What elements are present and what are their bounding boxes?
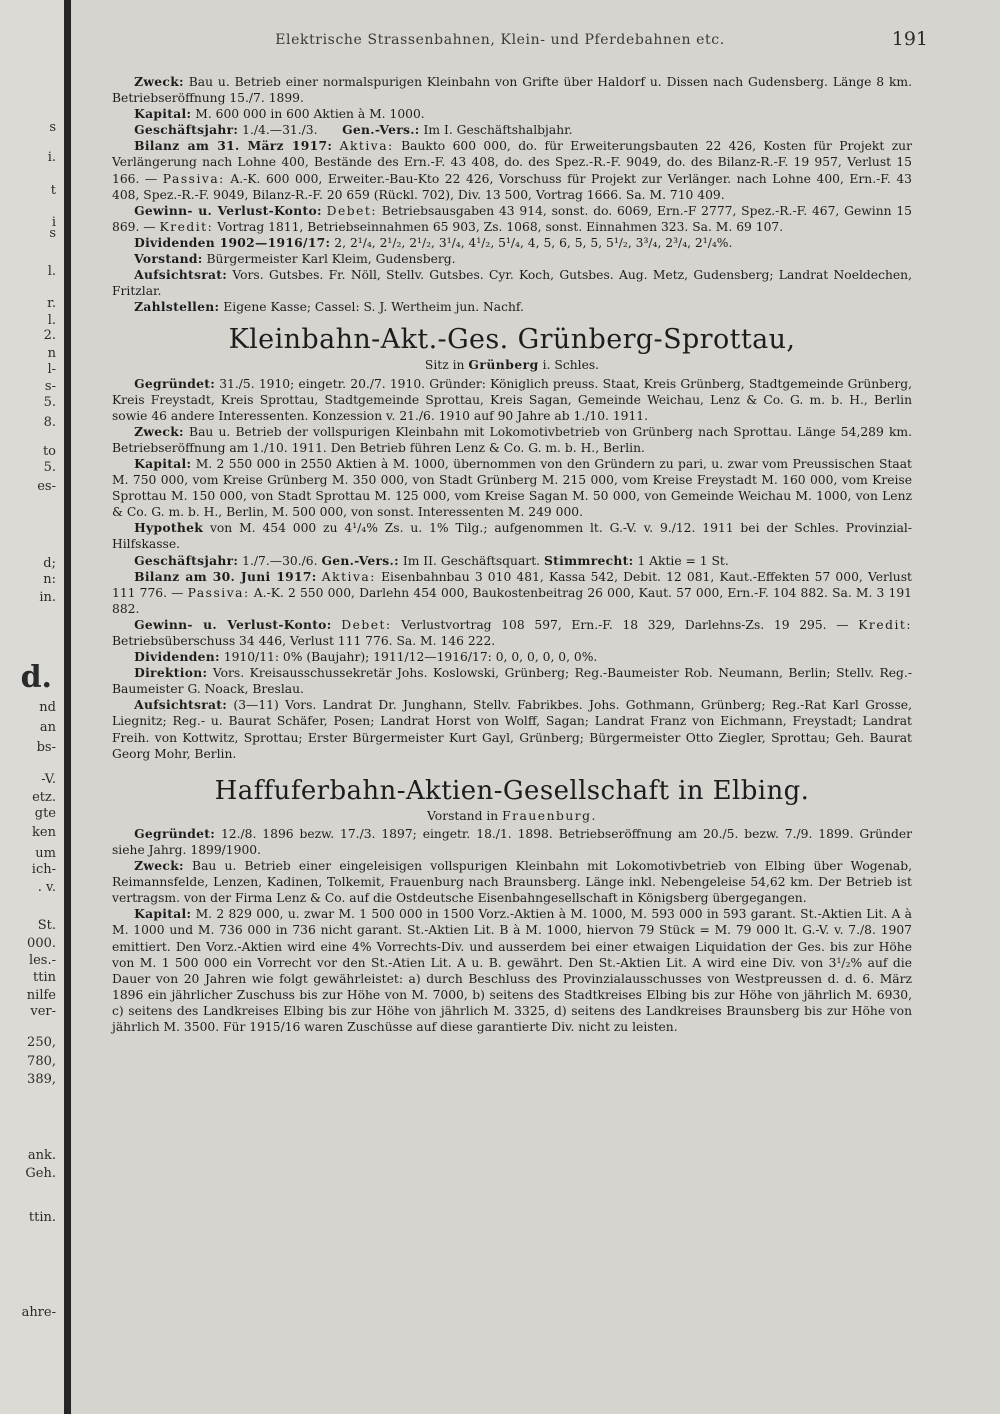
field-text: Verlustvortrag 108 597, Ern.-F. 18 329, Darlehns-Zs. 19 295. — — [401, 617, 849, 632]
field-text: M. 600 000 in 600 Aktien à M. 1000. — [195, 107, 425, 122]
running-head: Elektrische Strassenbahnen, Klein- und Pferdebahnen etc. — [275, 32, 725, 48]
field-text: 12./8. 1896 bezw. 17./3. 1897; eingetr. 18./1. 1898. Betriebseröffnung am 20./5. bezw. 7./9. 1899. Gründer siehe Jahrg. 1899/1900. — [112, 826, 912, 857]
entry-gegruendet — [112, 826, 912, 858]
prev-page-fragment: to — [42, 444, 56, 459]
field-label: Dividenden 1902—1916/17: — [134, 234, 331, 250]
prev-page-fragment: bs- — [36, 740, 56, 755]
company-title-haffuferbahn: Haffuferbahn-Aktien-Gesellschaft in Elbing. — [214, 775, 810, 806]
prev-page-fragment: les.- — [28, 953, 56, 968]
field-text: Betriebsausgaben 43 914, sonst. do. 6069, Ern.-F 2777, Spez.-R.-F. 467, Gewinn 15 869. — — [112, 203, 912, 234]
prev-page-fragment: n: — [43, 572, 56, 587]
prev-page-fragment: i. — [47, 150, 56, 165]
prev-page-fragment: n — [47, 346, 56, 361]
field-label: Geschäftsjahr: — [134, 552, 239, 568]
field-text: von M. 454 000 zu 4¹/₄% Zs. u. 1% Tilg.; aufgenommen lt. G.-V. v. 9./12. 1911 bei der Schles. Provinzial-Hilfskasse. — [112, 521, 912, 552]
field-text: M. 2 550 000 in 2550 Aktien à M. 1000, übernommen von den Gründern zu pari, u. zwar vom Preussischen Staat M. 750 000, vom Kreise Grünberg M. 350 000, von Stadt Grünberg M. 215 000, vom Kreise Freystadt M. 160 000, vom Kreise Sprottau M. 150 000, von Stadt Sprottau M. 125 000, vom Kreise Sagan M. 50 000, von Gemeinde Weichau M. 1000, von Lenz & Co. G. m. b. H., Berlin, M. 500 000, von sonst. Interessenten M. 249 000. — [112, 456, 912, 520]
prev-page-fragment: 5. — [43, 395, 56, 410]
prev-page-fragment: ver- — [30, 1004, 56, 1019]
prev-page-fragment: . v. — [37, 880, 56, 895]
field-label: Direktion: — [134, 665, 208, 681]
field-text: Bau u. Betrieb der vollspurigen Kleinbahn mit Lokomotivbetrieb von Grünberg nach Sprottau. Länge 54,289 km. Betriebseröffnung am 1./10. 1911. Den Betrieb führen Lenz & Co. G. m. b. H., Berlin. — [112, 424, 912, 455]
entry-kapital — [112, 906, 912, 1035]
page-number: 191 — [891, 28, 928, 50]
debet-label: Debet: — [326, 203, 377, 218]
prev-page-fragment: nilfe — [26, 988, 56, 1003]
field-label: Gewinn- u. Verlust-Konto: — [134, 202, 322, 218]
prev-page-fragment: um — [35, 846, 56, 861]
field-text: 1910/11: 0% (Baujahr); 1911/12—1916/17: 0, 0, 0, 0, 0, 0%. — [223, 650, 598, 665]
aktiva-label: Aktiva: — [321, 569, 376, 584]
prev-page-fragment: l. — [47, 313, 56, 328]
prev-page-fragment: l. — [47, 264, 56, 279]
seat-city: Grünberg — [468, 357, 539, 373]
field-label: Zweck: — [134, 74, 184, 89]
prev-page-fragment: etz. — [32, 790, 56, 805]
entry-kapital — [112, 106, 912, 122]
field-label: Bilanz am 31. März 1917: — [134, 138, 333, 154]
kredit-label: Kredit: — [858, 617, 912, 632]
kredit-label: Kredit: — [159, 219, 214, 234]
passiva-label: Passiva: — [187, 585, 250, 600]
entry-zweck — [112, 424, 912, 456]
field-label: Zahlstellen: — [134, 299, 220, 315]
prev-page-fragment: ich- — [31, 862, 56, 877]
entry-geschaeftsjahr — [112, 553, 912, 569]
field-text: 2, 2¹/₄, 2¹/₂, 2¹/₂, 3¹/₄, 4¹/₂, 5¹/₄, 4, 5, 6, 5, 5, 5¹/₂, 3³/₄, 2³/₄, 2¹/₄%. — [334, 235, 733, 250]
prev-page-fragment: St. — [37, 918, 56, 933]
field-label: Vorstand: — [134, 251, 203, 267]
prev-page-fragment: 2. — [43, 328, 56, 343]
entry-bilanz — [112, 569, 912, 617]
prev-page-fragment: 000. — [27, 936, 56, 951]
entry-kapital — [112, 456, 912, 520]
seat-suffix: i. Schles. — [542, 358, 600, 373]
debet-label: Debet: — [341, 617, 392, 632]
field-label: Aufsichtsrat: — [134, 267, 228, 283]
field-text: Bau u. Betrieb einer eingeleisigen vollspurigen Kleinbahn mit Lokomotivbetrieb von Elbing über Wogenab, Reimannsfelde, Lenzen, Kadinen, Tolkemit, Frauenburg nach Braunsberg. Länge inkl. Nebengeleise 54,62 km. Der Betrieb ist vertragsm. von der Firma Lenz & Co. auf die Ostdeutsche Eisenbahngesellschaft in Königsberg übergegangen. — [112, 859, 912, 906]
prev-page-fragment: gte — [34, 806, 56, 821]
field-text: M. 2 829 000, u. zwar M. 1 500 000 in 1500 Vorz.-Aktien à M. 1000, M. 593 000 in 593 garant. St.-Aktien Lit. A à M. 1000 und M. 736 000 in 736 nicht garant. St.-Aktien Lit. B à M. 1000, hiervon 79 Stück = M. 79 000 lt. G.-V. v. 7./8. 1907 emittiert. Den Vorz.-Aktien wird eine 4% Vorrechts-Div. und ausserdem bei einer etwaigen Liquidation der Ges. bis zur Höhe von M. 1 500 000 ein Vorrecht vor den St.-Atien Lit. A u. B. gewährt. Den St.-Aktien Lit. A wird eine Div. von 3¹/₂% auf die Dauer von 20 Jahren wie folgt gewährleistet: a) durch Beschluss des Provinzialausschusses von Westpreussen d. d. 6. März 1896 ein jährlicher Zuschuss bis zur Höhe von M. 7000, b) seitens des Stadtkreises Elbing bis zur Höhe von jährlich M. 6930, c) seitens des Landkreises Elbing bis zur Höhe von jährlich M. 3325, d) seitens des Landkreises Braunsberg bis zur Höhe von jährlich M. 3500. Für 1915/16 waren Zuschüsse auf diese garantierte Div. nicht zu leisten. — [112, 907, 912, 1034]
prev-page-fragment: es- — [37, 479, 56, 494]
field-text: Im I. Geschäftshalbjahr. — [423, 123, 573, 138]
previous-page-margin — [0, 0, 64, 1414]
field-text: Eisenbahnbau 3 010 481, Kassa 542, Debit. 12 081, Kaut.-Effekten 57 000, Verlust 111 776. — — [112, 569, 912, 600]
entry-hypothek — [112, 520, 912, 552]
entry-aufsichtsrat — [112, 697, 912, 761]
prev-page-fragment: s — [49, 120, 56, 135]
field-label: Kapital: — [134, 106, 192, 122]
field-label: Kapital: — [134, 906, 192, 922]
prev-page-fragment: 5. — [43, 460, 56, 475]
prev-page-fragment: ttin — [33, 970, 56, 985]
field-label: Aufsichtsrat: — [134, 697, 228, 713]
field-label: Zweck: — [134, 858, 184, 874]
field-text: 1 Aktie = 1 St. — [637, 553, 729, 568]
entry-direktion — [112, 665, 912, 697]
field-label: Zweck: — [134, 423, 184, 439]
field-text: Bürgermeister Karl Kleim, Gudensberg. — [206, 252, 456, 267]
field-label: Hypothek — [134, 520, 204, 536]
field-label: Bilanz am 30. Juni 1917: — [134, 568, 317, 584]
field-text: Im II. Geschäftsquart. — [402, 553, 541, 568]
entry-vorstand — [112, 251, 912, 267]
entry-aufsichtsrat — [112, 267, 912, 299]
seat-city: Frauenburg. — [502, 808, 597, 823]
field-label: Gen.-Vers.: — [342, 122, 420, 138]
prev-page-fragment: Geh. — [25, 1166, 56, 1181]
prev-page-fragment: 389, — [27, 1072, 56, 1087]
field-text: 31./5. 1910; eingetr. 20./7. 1910. Gründer: Königlich preuss. Staat, Kreis Grünberg, Stadtgemeinde Grünberg, Kreis Freystadt, Kreis Sprottau, Stadtgemeinde Sprottau, Kreis Sagan, Gemeinde Weichau, Lenz & Co. G. m. b. H., Berlin sowie 46 andere Interessenten. Konzession v. 21./6. 1910 auf 90 Jahre ab 1./10. 1911. — [112, 376, 912, 423]
entry-zweck — [112, 74, 912, 106]
prev-page-fragment: nd — [39, 700, 56, 715]
field-label: Stimmrecht: — [543, 552, 634, 568]
company-seat — [112, 357, 912, 373]
entry-bilanz — [112, 138, 912, 202]
field-label: Gegründet: — [134, 825, 216, 841]
field-text: Eigene Kasse; Cassel: S. J. Wertheim jun. Nachf. — [223, 300, 524, 315]
field-label: Kapital: — [134, 455, 192, 471]
page — [78, 0, 928, 1414]
field-text: Vors. Kreisausschussekretär Johs. Koslowski, Grünberg; Reg.-Baumeister Rob. Neumann, Berlin; Stellv. Reg.-Baumeister G. Noack, Breslau. — [112, 666, 912, 697]
prev-page-fragment: r. — [47, 296, 56, 311]
aktiva-label: Aktiva: — [339, 139, 394, 154]
field-text: Betriebsüberschuss 34 446, Verlust 111 776. Sa. M. 146 222. — [112, 634, 496, 648]
prev-page-fragment: d; — [43, 556, 56, 571]
entry-geschaeftsjahr — [112, 122, 912, 138]
entry-zweck — [112, 858, 912, 906]
prev-page-fragment: t — [50, 183, 56, 198]
field-text: Bau u. Betrieb einer normalspurigen Kleinbahn von Grifte über Haldorf u. Dissen nach Gudensberg. Länge 8 km. Betriebseröffnung 15./7. 1899. — [112, 75, 912, 106]
field-text: A.-K. 600 000, Erweiter.-Bau-Kto 22 426, Vorschuss für Projekt zur Verlänger. nach Lohne 400, Ern.-F. 43 408, Spez.-R.-F. 9049, Bilanz-R.-F. 20 659 (Rückl. 702), Div. 13 500, Vortrag 1666. Sa. M. 710 409. — [112, 171, 912, 202]
prev-page-fragment: an — [39, 720, 56, 735]
entry-zahlstellen — [112, 299, 912, 315]
prev-page-fragment: s- — [44, 379, 56, 394]
seat-prefix: Sitz in — [424, 358, 465, 373]
field-text: 1./7.—30./6. — [242, 553, 318, 568]
field-label: Gen.-Vers.: — [321, 552, 399, 568]
prev-page-fragment: 8. — [43, 415, 56, 430]
prev-page-fragment: ttin. — [28, 1210, 56, 1225]
field-label: Gegründet: — [134, 375, 216, 391]
page-content — [112, 74, 912, 1035]
prev-page-fragment: d. — [20, 660, 52, 695]
field-text: Vors. Gutsbes. Fr. Nöll, Stellv. Gutsbes. Cyr. Koch, Gutsbes. Aug. Metz, Gudensberg; Landrat Noeldechen, Fritzlar. — [112, 268, 912, 299]
company-seat — [112, 808, 912, 824]
prev-page-fragment: s — [49, 226, 56, 241]
field-label: Gewinn- u. Verlust-Konto: — [134, 616, 332, 632]
entry-dividenden — [112, 649, 912, 665]
prev-page-fragment: l- — [47, 362, 56, 377]
prev-page-fragment: 250, — [27, 1035, 56, 1050]
prev-page-fragment: ken — [32, 825, 56, 840]
field-text: Vortrag 1811, Betriebseinnahmen 65 903, Zs. 1068, sonst. Einnahmen 323. Sa. M. 69 107. — [217, 219, 784, 234]
entry-guv — [112, 617, 912, 649]
seat-prefix: Vorstand in — [427, 808, 499, 823]
field-label: Geschäftsjahr: — [134, 122, 239, 138]
field-text: (3—11) Vors. Landrat Dr. Junghann, Stellv. Fabrikbes. Johs. Gothmann, Grünberg; Reg.-Rat Karl Grosse, Liegnitz; Reg.- u. Baurat Schäfer, Posen; Landrat Horst von Wolff, Sagan; Landrat Franz von Eichmann, Freystadt; Landrat Freih. von Kottwitz, Sprottau; Erster Bürgermeister Kurt Gayl, Grünberg; Bürgermeister Otto Ziegler, Sprottau; Geh. Baurat Georg Mohr, Berlin. — [112, 698, 912, 761]
passiva-label: Passiva: — [162, 171, 225, 186]
prev-page-fragment: in. — [39, 590, 56, 605]
field-text: Baukto 600 000, do. für Erweiterungsbauten 22 426, Kosten für Projekt zur Verlängerung nach Lohne 400, Bestände des Ern.-F. 43 408, do. des Spez.-R.-F. 9049, do. des Bilanz-R.-F. 19 957, Verlust 15 166. — — [112, 139, 912, 186]
entry-dividenden — [112, 235, 912, 251]
book-gutter — [64, 0, 71, 1414]
prev-page-fragment: -V. — [41, 772, 56, 787]
prev-page-fragment: ank. — [27, 1148, 56, 1163]
field-text: A.-K. 2 550 000, Darlehn 454 000, Baukostenbeitrag 26 000, Kaut. 57 000, Ern.-F. 104 882. Sa. M. 3 191 882. — [112, 585, 912, 616]
prev-page-fragment: i — [51, 215, 56, 230]
prev-page-fragment: 780, — [27, 1054, 56, 1069]
company-title-gruenberg: Kleinbahn-Akt.-Ges. Grünberg-Sprottau, — [228, 324, 796, 356]
field-text: 1./4.—31./3. — [242, 123, 318, 138]
prev-page-fragment: ahre- — [21, 1305, 56, 1320]
entry-gegruendet — [112, 376, 912, 424]
field-label: Dividenden: — [134, 649, 220, 665]
entry-guv — [112, 203, 912, 235]
